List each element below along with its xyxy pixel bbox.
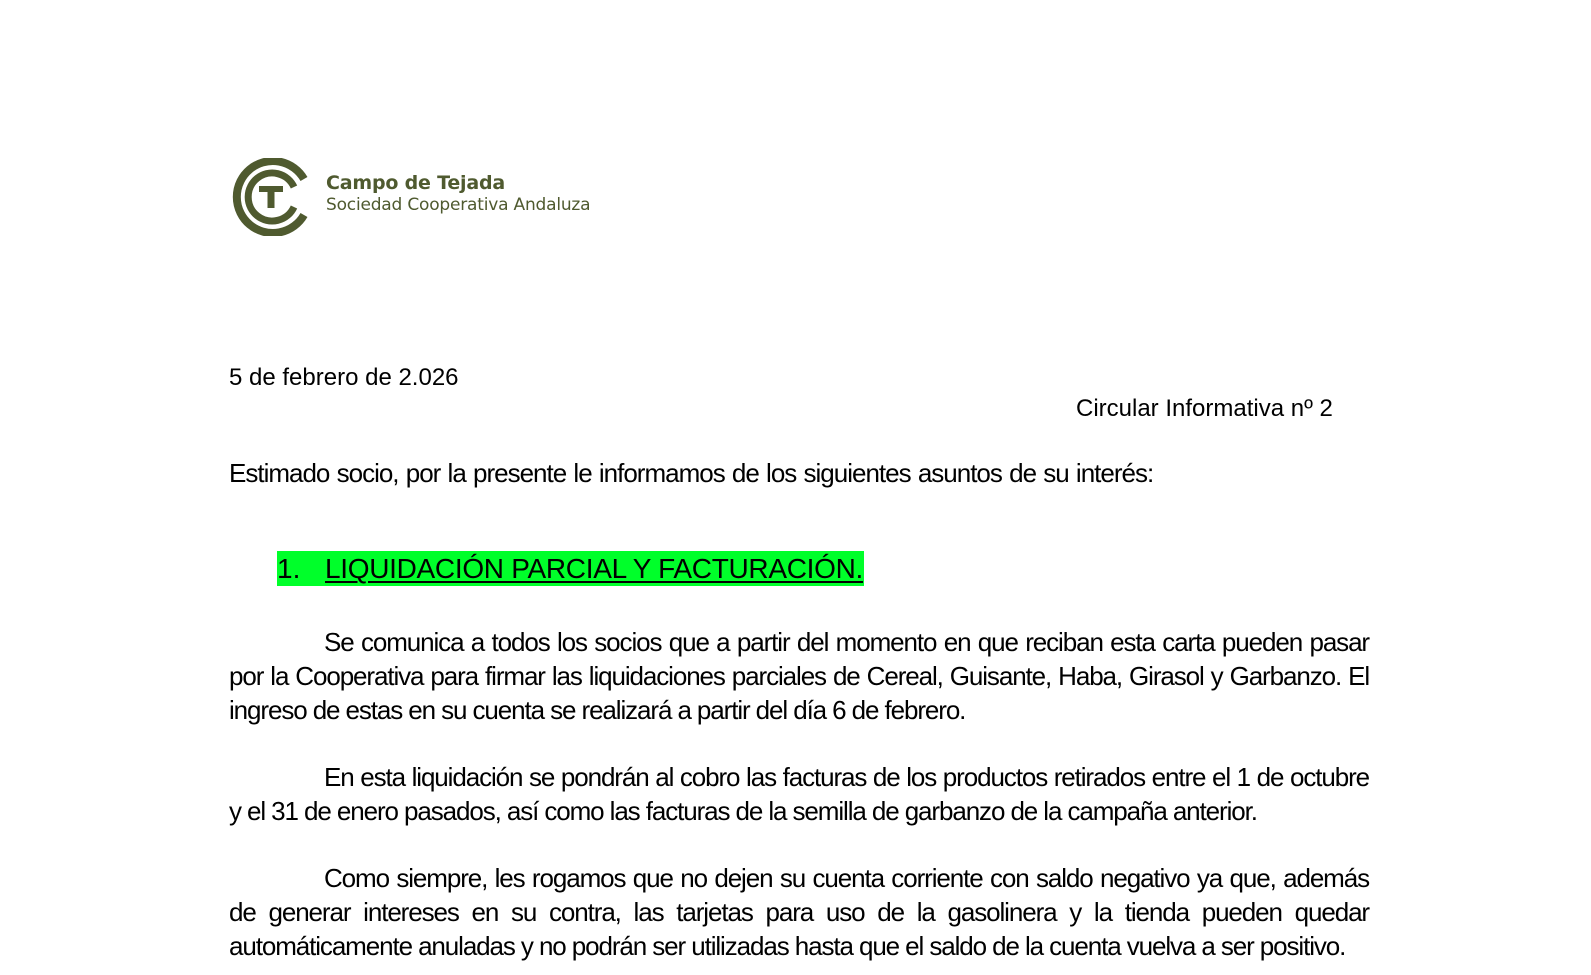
section-number: 1. [277,553,301,584]
paragraph [229,861,1369,963]
letter-date: 5 de febrero de 2.026 [229,364,459,391]
organization-type: Sociedad Cooperativa Andaluza [326,195,591,215]
paragraph-text: Como siempre, les rogamos que no dejen su cuenta corriente con saldo negativo ya que, además de generar intereses en su contra, las tarjetas para uso de la gasolinera y la tienda pueden quedar automáticamente anuladas y no podrán ser utilizadas hasta que el saldo de la cuenta vuelva a ser positivo. [229,863,1369,961]
paragraph [229,625,1369,727]
organization-name: Campo de Tejada [326,172,506,194]
section-heading [277,551,864,586]
section-title: LIQUIDACIÓN PARCIAL Y FACTURACIÓN. [325,553,863,584]
paragraph-text: En esta liquidación se pondrán al cobro las facturas de los productos retirados entre el 1 de octubre y el 31 de enero pasados, así como las facturas de la semilla de garbanzo de la campaña anterior. [229,762,1369,826]
circular-reference: Circular Informativa nº 2 [1076,395,1333,422]
ct-monogram-logo-icon [232,158,310,236]
paragraph-text: Se comunica a todos los socios que a partir del momento en que reciban esta carta pueden pasar por la Cooperativa para firmar las liquidaciones parciales de Cereal, Guisante, Haba, Girasol y Garbanzo. El ingreso de estas en su cuenta se realizará a partir del día 6 de febrero. [229,627,1369,725]
logo-text [326,172,590,216]
letter-greeting: Estimado socio, por la presente le informamos de los siguientes asuntos de su interés: [229,458,1154,488]
organization-logo [232,158,612,238]
paragraph [229,760,1369,828]
